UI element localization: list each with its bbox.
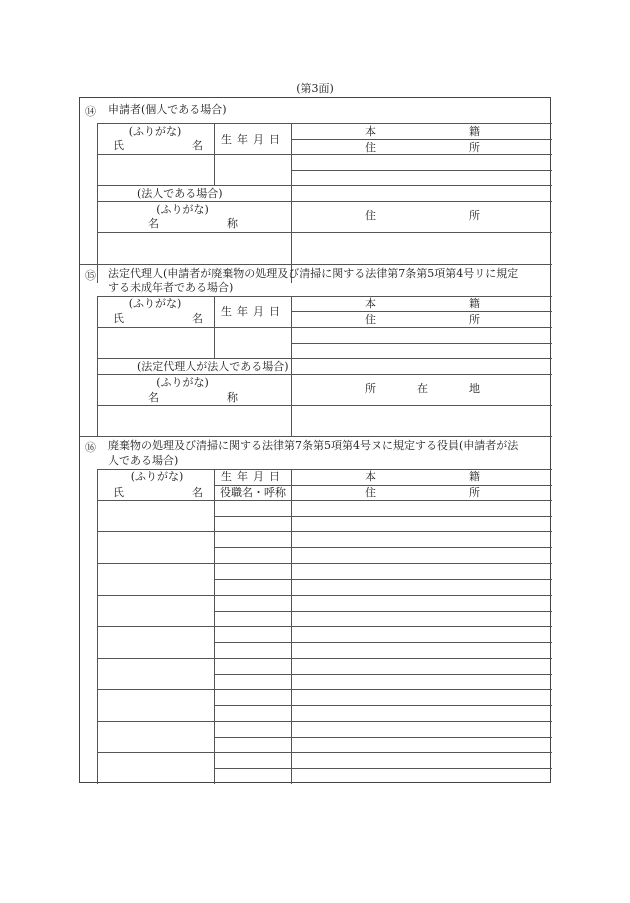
table-row	[97, 563, 552, 564]
divider	[291, 296, 292, 436]
divider	[214, 611, 552, 612]
divider	[214, 642, 552, 643]
honseki-label: 本 籍	[365, 125, 480, 138]
name-label: 氏 名	[113, 486, 203, 499]
divider	[214, 705, 552, 706]
divider	[214, 737, 552, 738]
section-15-title-line1: 法定代理人(申請者が廃棄物の処理及び清掃に関する法律第7条第5項第4号リに規定	[108, 267, 519, 280]
corp-furigana-label: (ふりがな)	[156, 376, 209, 389]
name-label: 氏 名	[113, 312, 203, 325]
table-row	[97, 658, 552, 659]
divider	[80, 264, 552, 265]
section-14-number: ⑭	[85, 105, 96, 118]
table-row	[97, 531, 552, 532]
divider	[97, 185, 552, 186]
table-row	[97, 721, 552, 722]
furigana-label: (ふりがな)	[128, 125, 182, 138]
divider	[97, 123, 98, 283]
divider	[291, 123, 292, 283]
divider	[97, 296, 98, 436]
corporation-heading: (法人である場合)	[137, 187, 223, 200]
birth-date-label: 生年月日	[221, 133, 285, 146]
form-table	[79, 97, 551, 783]
divider	[291, 311, 552, 312]
address-label: 住 所	[365, 141, 480, 154]
birth-date-label: 生年月日	[221, 305, 285, 318]
table-row	[97, 752, 552, 753]
divider	[291, 343, 552, 344]
divider	[214, 516, 552, 517]
furigana-label: (ふりがな)	[128, 297, 182, 310]
divider	[80, 436, 552, 437]
section-14-title: 申請者(個人である場合)	[108, 103, 227, 116]
section-16-number: ⑯	[85, 441, 96, 454]
divider	[214, 674, 552, 675]
table-row	[97, 626, 552, 627]
position-label: 役職名・呼称	[220, 486, 286, 499]
section-15-number: ⑮	[85, 269, 96, 282]
table-row	[97, 500, 552, 501]
divider	[214, 547, 552, 548]
honseki-label: 本 籍	[365, 470, 480, 483]
divider	[97, 232, 552, 233]
divider	[214, 579, 552, 580]
corp-name-label: 名 称	[148, 217, 238, 230]
divider	[97, 154, 552, 155]
corporation-heading: (法定代理人が法人である場合)	[137, 360, 289, 373]
corp-furigana-label: (ふりがな)	[156, 203, 209, 216]
table-row	[97, 689, 552, 690]
honseki-label: 本 籍	[365, 297, 480, 310]
table-row	[97, 595, 552, 596]
divider	[97, 405, 552, 406]
divider	[97, 358, 552, 359]
divider	[97, 201, 552, 202]
divider	[97, 123, 552, 124]
section-15-title-line2: する未成年者である場合)	[108, 281, 234, 294]
divider	[291, 139, 552, 140]
birth-date-label: 生年月日	[221, 470, 285, 483]
address-label: 住 所	[365, 486, 480, 499]
divider	[214, 485, 552, 486]
corp-location-label: 所 在 地	[365, 382, 480, 395]
address-label: 住 所	[365, 313, 480, 326]
section-16-title-line2: 人である場合)	[108, 454, 179, 467]
divider	[97, 327, 552, 328]
page-label: (第3面)	[296, 82, 334, 95]
corp-name-label: 名 称	[148, 391, 238, 404]
name-label: 氏 名	[113, 139, 203, 152]
section-16-title-line1: 廃棄物の処理及び清掃に関する法律第7条第5項第4号ヌに規定する役員(申請者が法	[108, 439, 519, 452]
furigana-label: (ふりがな)	[130, 470, 184, 483]
divider	[291, 170, 552, 171]
divider	[97, 374, 552, 375]
corp-address-label: 住 所	[365, 209, 480, 222]
divider	[214, 768, 552, 769]
